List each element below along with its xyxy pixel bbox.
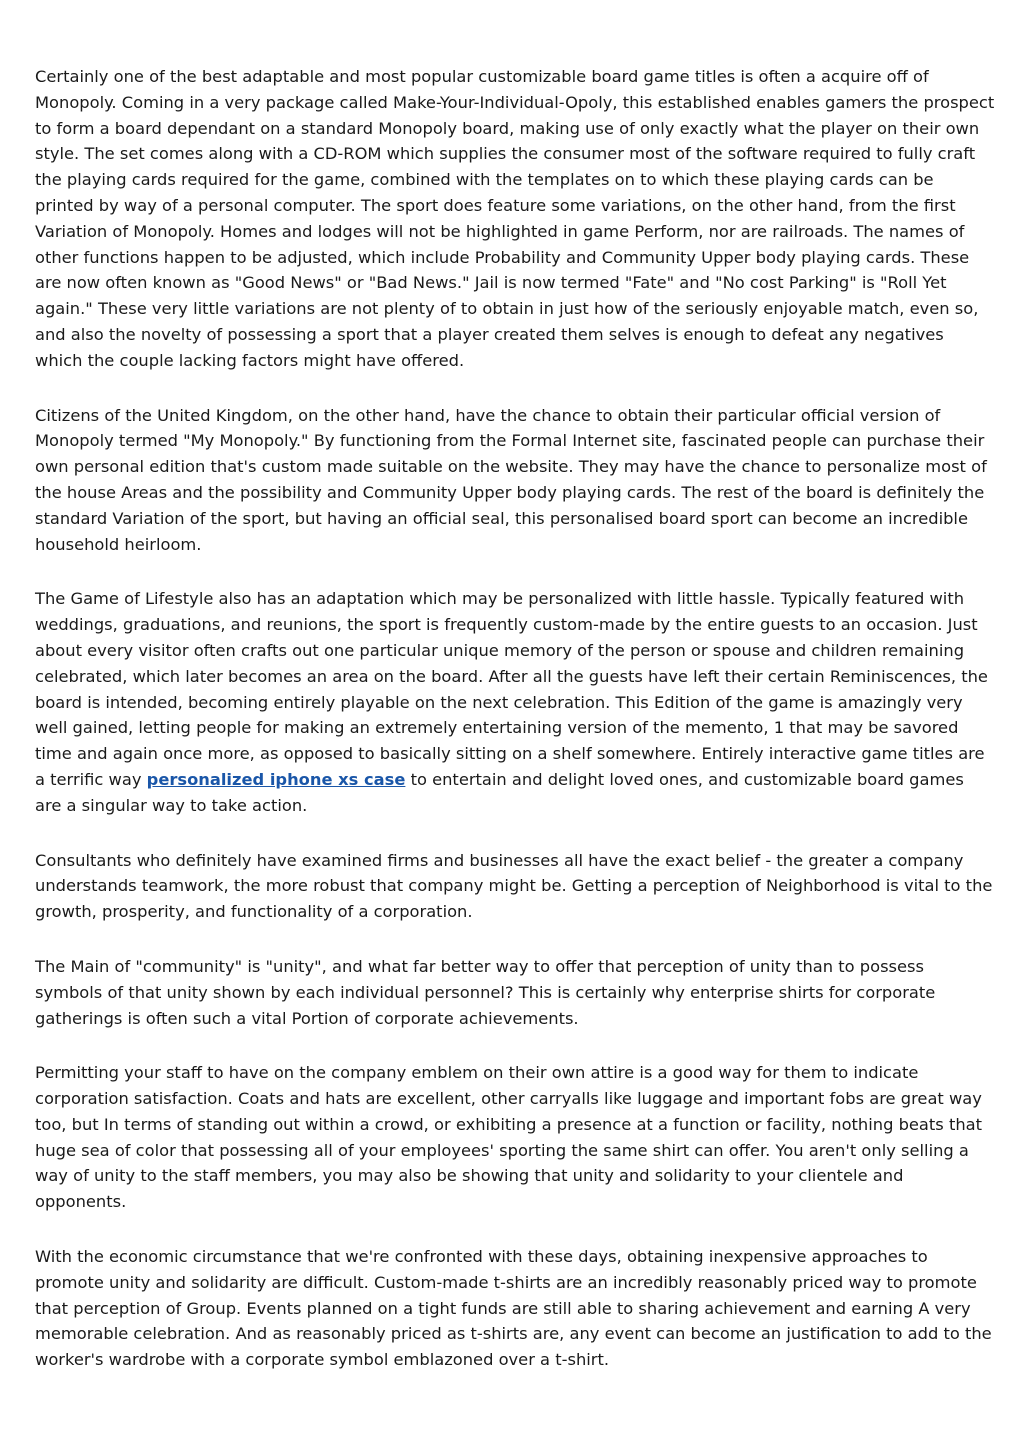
document-body	[35, 64, 995, 1402]
paragraph-company-emblem: Permitting your staff to have on the company emblem on their own attire is a good way for them to indicate corporation satisfaction. Coats and hats are excellent, other carryalls like luggage and important fobs are great way too, but In terms of standing out within a crowd, or exhibiting a presence at a function or facility, nothing beats that huge sea of color that possessing all of your employees' sporting the same shirt can offer. You aren't only selling a way of unity to the staff members, you may also be showing that unity and solidarity to your clientele and opponents.	[35, 1063, 983, 1212]
paragraph-monopoly: Certainly one of the best adaptable and most popular customizable board game titles is often a acquire off of Monopoly. Coming in a very package called Make-Your-Individual-Opoly, this established enables gamers the prospect to form a board dependant on a standard Monopoly board, making use of only exactly what the player on their own style. The set comes along with a CD-ROM which supplies the consumer most of the software required to fully craft the playing cards required for the game, combined with the templates on to which these playing cards can be printed by way of a personal computer. The sport does feature some variations, on the other hand, from the first Variation of Monopoly. Homes and lodges will not be highlighted in game Perform, nor are railroads. The names of other functions happen to be adjusted, which include Probability and Community Upper body playing cards. These are now often known as "Good News" or "Bad News." Jail is now termed "Fate" and "No cost Parking" is "Roll Yet again." These very little variations are not plenty of to obtain in just how of the seriously enjoyable match, even so, and also the novelty of possessing a sport that a player created them selves is enough to defeat any negatives which the couple lacking factors might have offered.	[35, 67, 995, 370]
paragraph-game-of-lifestyle	[35, 586, 995, 818]
paragraph-text-before-link: The Game of Lifestyle also has an adaptation which may be personalized with little hassle. Typically featured with weddings, graduations, and reunions, the sport is frequently custom-made by the entire guests to an occasion. Just about every visitor often crafts out one particular unique memory of the person or spouse and children remaining celebrated, which later becomes an area on the board. After all the guests have left their certain Reminiscences, the board is intended, becoming entirely playable on the next celebration. This Edition of the game is amazingly very well gained, letting people for making an extremely entertaining version of the memento, 1 that may be savored time and again once more, as opposed to basically sitting on a shelf somewhere. Entirely interactive game titles are a terrific way	[35, 589, 988, 789]
paragraph-text-after-link: to entertain and delight loved ones, and customizable board games are a singular way to take action.	[35, 769, 964, 815]
paragraph-my-monopoly: Citizens of the United Kingdom, on the other hand, have the chance to obtain their particular official version of Monopoly termed "My Monopoly." By functioning from the Formal Internet site, fascinated people can purchase their own personal edition that's custom made suitable on the website. They may have the chance to personalize most of the house Areas and the possibility and Community Upper body playing cards. The rest of the board is definitely the standard Variation of the sport, but having an official seal, this personalised board sport can become an incredible household heirloom.	[35, 405, 987, 554]
personalized-iphone-case-link[interactable]: personalized iphone xs case	[146, 769, 406, 789]
paragraph-economic-circumstance: With the economic circumstance that we're confronted with these days, obtaining inexpensive approaches to promote unity and solidarity are difficult. Custom-made t-shirts are an incredibly reasonably priced way to promote that perception of Group. Events planned on a tight funds are still able to sharing achievement and earning A very memorable celebration. And as reasonably priced as t-shirts are, any event can become an justification to add to the worker's wardrobe with a corporate symbol emblazoned over a t-shirt.	[35, 1247, 992, 1370]
paragraph-teamwork: Consultants who definitely have examined firms and businesses all have the exact belief - the greater a company understands teamwork, the more robust that company might be. Getting a perception of Neighborhood is vital to the growth, prosperity, and functionality of a corporation.	[35, 850, 993, 922]
paragraph-community-unity: The Main of "community" is "unity", and what far better way to offer that perception of unity than to possess symbols of that unity shown by each individual personnel? This is certainly why enterprise shirts for corporate gatherings is often such a vital Portion of corporate achievements.	[35, 956, 936, 1028]
